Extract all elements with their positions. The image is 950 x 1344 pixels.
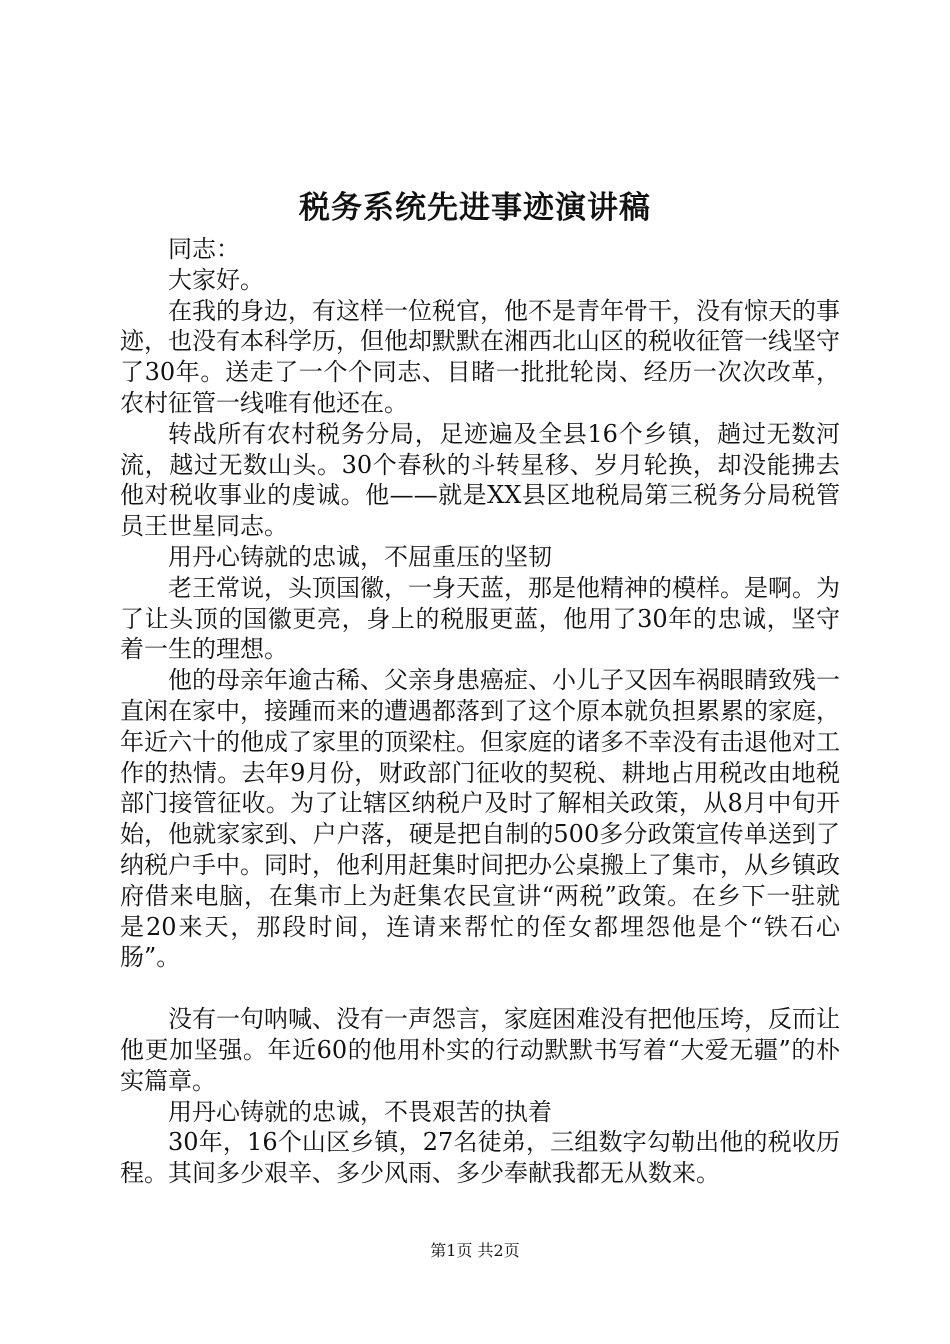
body-paragraph: 在我的身边，有这样一位税官，他不是青年骨干，没有惊天的事迹，也没有本科学历，但他却默默在湘西北山区的税收征管一线坚守了30年。送走了一个个同志、目睹一批批轮岗、经历一次次改革，农村征管一线唯有他还在。 — [120, 296, 840, 417]
document-title: 税务系统先进事迹演讲稿 — [299, 190, 651, 226]
body-paragraph: 30年，16个山区乡镇，27名徒弟，三组数字勾勒出他的税收历程。其间多少艰辛、多少风雨、多少奉献我都无从数来。 — [120, 1128, 840, 1188]
body-paragraph: 他的母亲年逾古稀、父亲身患癌症、小儿子又因车祸眼睛致残一直闲在家中，接踵而来的遭遇都落到了这个原本就负担累累的家庭，年近六十的他成了家里的顶梁柱。但家庭的诸多不幸没有击退他对工作的热情。去年9月份，财政部门征收的契税、耕地占用税改由地税部门接管征收。为了让辖区纳税户及时了解相关政策，从8月中旬开始，他就家家到、户户落，硬是把自制的500多分政策宣传单送到了纳税户手中。同时，他利用赶集时间把办公桌搬上了集市，从乡镇政府借来电脑，在集市上为赶集农民宣讲“两税”政策。在乡下一驻就是20来天，那段时间，连请来帮忙的侄女都埋怨他是个“铁石心肠”。 — [120, 666, 840, 972]
section-heading: 用丹心铸就的忠诚，不畏艰苦的执着 — [168, 1097, 552, 1126]
salutation: 同志： — [168, 235, 240, 263]
greeting: 大家好。 — [168, 265, 264, 294]
body-paragraph: 没有一句呐喊、没有一声怨言，家庭困难没有把他压垮，反而让他更加坚强。年近60的他用朴实的行动默默书写着“大爱无疆”的朴实篇章。 — [120, 1005, 840, 1095]
body-paragraph: 转战所有农村税务分局，足迹遍及全县16个乡镇，趟过无数河流，越过无数山头。30个春秋的斗转星移、岁月轮换，却没能拂去他对税收事业的虔诚。他——就是XX县区地税局第三税务分局税管员王世星同志。 — [120, 419, 840, 541]
body-paragraph: 老王常说，头顶国徽，一身天蓝，那是他精神的模样。是啊。为了让头顶的国徽更亮，身上的税服更蓝，他用了30年的忠诚，坚守着一生的理想。 — [120, 573, 840, 664]
section-heading: 用丹心铸就的忠诚，不屈重压的坚韧 — [168, 542, 552, 571]
document-body — [120, 234, 840, 1189]
page-number-footer: 第1页 共2页 — [430, 1241, 520, 1260]
